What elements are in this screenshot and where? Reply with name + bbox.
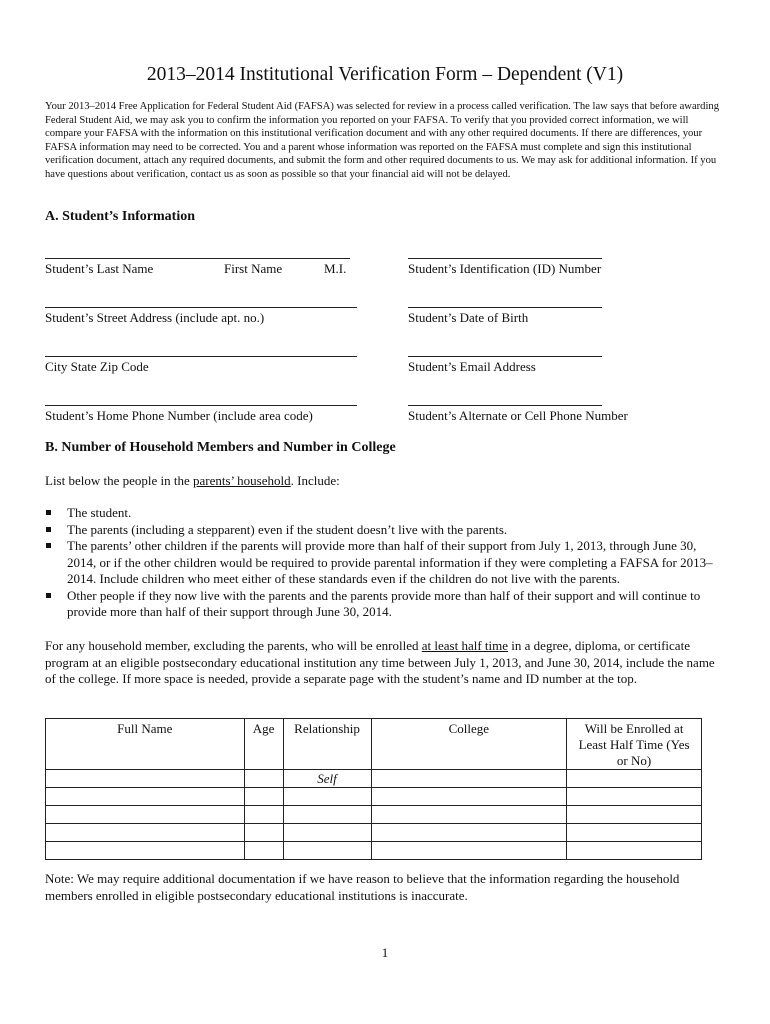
college-instructions-text: For any household member, excluding the parents, who will be enrolled (45, 638, 422, 653)
home-phone-label: Student’s Home Phone Number (include area code) (45, 408, 313, 423)
relationship-cell: Self (283, 770, 371, 788)
age-cell[interactable] (244, 788, 283, 806)
section-a-heading: A. Student’s Information (45, 209, 195, 224)
age-cell[interactable] (244, 770, 283, 788)
student-name-field[interactable] (45, 258, 350, 259)
college-instructions-suffix: in a degree, diploma, or certificate program at an eligible postsecondary educational institution any time between July 1, 2013, and June 30, 2014, include the name of the college. If more space is needed, provide a separate page with the student’s name and ID number at the top. (45, 638, 715, 686)
relationship-cell[interactable] (283, 824, 371, 842)
list-item (45, 522, 725, 539)
table-header-row (46, 719, 702, 770)
alt-phone-label: Student’s Alternate or Cell Phone Number (408, 408, 628, 423)
list-intro-text: List below the people in the (45, 473, 194, 488)
household-members-list (45, 505, 725, 621)
alt-phone-field[interactable] (408, 405, 602, 406)
table-row (46, 788, 702, 806)
age-cell[interactable] (244, 824, 283, 842)
full-name-cell[interactable] (46, 842, 245, 860)
section-b-heading: B. Number of Household Members and Number in College (45, 440, 396, 455)
relationship-cell[interactable] (283, 806, 371, 824)
table-row (46, 806, 702, 824)
intro-paragraph: Your 2013–2014 Free Application for Federal Student Aid (FAFSA) was selected for review in a process called verification. The law says that before awarding Federal Student Aid, we may ask you to confirm the information you reported on your FAFSA. To verify that you provided correct information, we will compare your FAFSA with the information on this institutional verification document and with any other required documents. If there are differences, your FAFSA information may need to be corrected. You and a parent whose information was reported on the FAFSA must complete and sign this institutional verification document, attach any required documents, and submit the form and other required documents to us. We may ask for additional information. If you have questions about verification, contact us as soon as possible so that your financial aid will not be delayed. (45, 101, 720, 180)
first-name-label: First Name (224, 261, 283, 276)
half-time-cell[interactable] (567, 806, 702, 824)
student-id-label: Student’s Identification (ID) Number (408, 261, 602, 276)
street-address-field[interactable] (45, 307, 357, 308)
table-row (46, 842, 702, 860)
table-row (46, 824, 702, 842)
college-cell[interactable] (371, 788, 567, 806)
street-address-label: Student’s Street Address (include apt. no.) (45, 310, 265, 325)
form-title: 2013–2014 Institutional Verification Form – Dependent (V1) (146, 64, 624, 85)
city-state-zip-label: City State Zip Code (45, 359, 149, 374)
dob-label: Student’s Date of Birth (408, 310, 529, 325)
parents-household-term: parents’ household (193, 473, 291, 488)
square-bullet-icon (46, 593, 51, 598)
half-time-term: at least half time (421, 638, 509, 653)
list-item-text: The parents (including a stepparent) even if the student doesn’t live with the parents. (67, 521, 508, 537)
email-label: Student’s Email Address (408, 359, 536, 374)
full-name-cell[interactable] (46, 824, 245, 842)
college-header: College (371, 719, 567, 770)
square-bullet-icon (46, 543, 51, 548)
list-item (45, 588, 725, 621)
full-name-cell[interactable] (46, 770, 245, 788)
mi-label: M.I. (324, 261, 347, 276)
list-item (45, 505, 725, 522)
full-name-header: Full Name (46, 719, 245, 770)
dob-field[interactable] (408, 307, 602, 308)
age-cell[interactable] (244, 806, 283, 824)
full-name-cell[interactable] (46, 806, 245, 824)
full-name-cell[interactable] (46, 788, 245, 806)
last-name-label: Student’s Last Name (45, 261, 154, 276)
half-time-cell[interactable] (567, 788, 702, 806)
list-intro (45, 473, 725, 490)
college-cell[interactable] (371, 770, 567, 788)
list-item-text: The parents’ other children if the parents will provide more than half of their support from July 1, 2013, through June 30, 2014, or if the other children would be required to provide parental information if they were completing a FAFSA for 2013–2014. Include children who meet either of these standards even if the children do not live with the parents. (67, 538, 713, 586)
half-time-cell[interactable] (567, 842, 702, 860)
page-number: 1 (381, 945, 389, 960)
city-state-zip-field[interactable] (45, 356, 357, 357)
email-field[interactable] (408, 356, 602, 357)
half-time-cell[interactable] (567, 824, 702, 842)
college-cell[interactable] (371, 806, 567, 824)
note-paragraph: Note: We may require additional documentation if we have reason to believe that the information regarding the household members enrolled in eligible postsecondary educational institutions is inaccurate. (45, 871, 680, 903)
list-item-text: The student. (67, 505, 132, 520)
relationship-cell[interactable] (283, 788, 371, 806)
household-table (45, 718, 702, 860)
half-time-cell[interactable] (567, 770, 702, 788)
relationship-cell[interactable] (283, 842, 371, 860)
list-item-text: Other people if they now live with the parents and the parents provide more than half of their support and will continue to provide more than half of their support through June 30, 2014. (67, 587, 701, 619)
college-cell[interactable] (371, 842, 567, 860)
home-phone-field[interactable] (45, 405, 357, 406)
half-time-header: Will be Enrolled at Least Half Time (Yes or No) (567, 719, 702, 770)
college-cell[interactable] (371, 824, 567, 842)
list-intro-suffix: . Include: (290, 473, 340, 488)
list-item (45, 538, 725, 588)
age-header: Age (244, 719, 283, 770)
square-bullet-icon (46, 527, 51, 532)
college-instructions (45, 638, 725, 688)
square-bullet-icon (46, 510, 51, 515)
age-cell[interactable] (244, 842, 283, 860)
relationship-header: Relationship (283, 719, 371, 770)
table-row (46, 770, 702, 788)
student-id-field[interactable] (408, 258, 602, 259)
